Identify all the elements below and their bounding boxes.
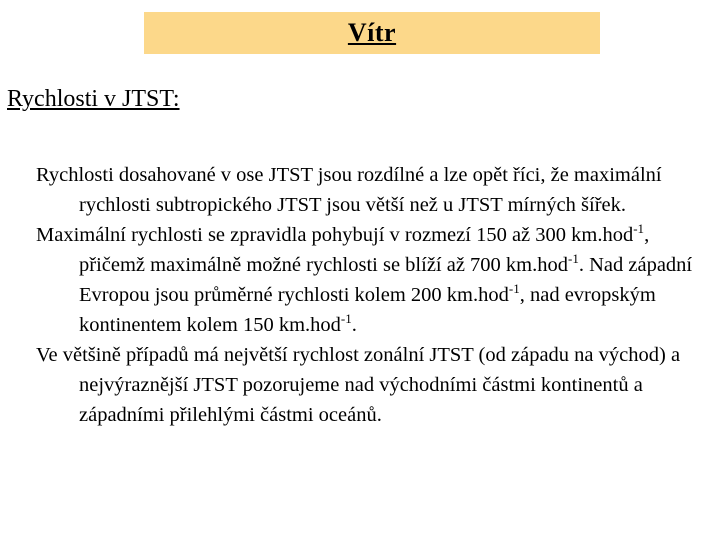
body-text [36,160,716,430]
paragraph-2 [36,220,716,340]
slide-title: Vítr [347,18,397,47]
paragraph-3: Ve většině případů má největší rychlost zonální JTST (od západu na východ) a nejvýraznější JTST pozorujeme nad východními částmi kontinentů a západními přilehlými částmi oceánů. [36,344,681,426]
section-heading: Rychlosti v JTST: [7,86,180,112]
paragraph-2-part-e: . [351,314,357,336]
paragraph-2-part-a: Maximální rychlosti se zpravidla pohybují v rozmezí 150 až 300 km.hod [36,224,634,246]
title-banner [144,12,600,54]
paragraph-2-part-d: , nad evropským kontinentem kolem 150 km.hod [79,284,656,336]
exponent: -1 [633,221,645,237]
paragraph-2-part-c: . Nad západní Evropou jsou průměrné rychlosti kolem 200 km.hod [79,254,693,306]
paragraph-1: Rychlosti dosahované v ose JTST jsou rozdílné a lze opět říci, že maximální rychlosti subtropického JTST jsou větší než u JTST mírných šířek. [36,164,662,216]
exponent: -1 [340,311,352,327]
exponent: -1 [568,251,579,267]
exponent: -1 [508,281,520,297]
paragraph-2-part-b: , přičemž maximálně možné rychlosti se blíží až 700 km.hod [79,224,650,276]
